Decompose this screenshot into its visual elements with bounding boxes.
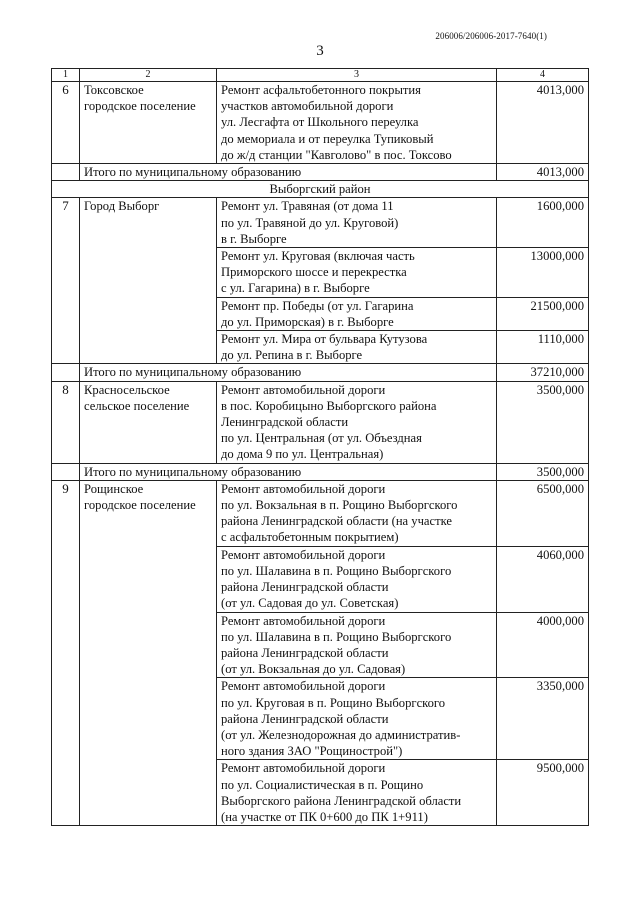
column-number: 4	[497, 69, 589, 82]
document-code: 206006/206006-2017-7640(1)	[435, 31, 547, 41]
work-description: Ремонт ул. Круговая (включая часть Приморского шоссе и перекрестка с ул. Гагарина) в г. Выборге	[217, 248, 497, 298]
work-description: Ремонт пр. Победы (от ул. Гагарина до ул. Приморская) в г. Выборге	[217, 297, 497, 330]
settlement-name: Город Выборг	[80, 198, 217, 364]
work-amount: 21500,000	[497, 297, 589, 330]
table-row	[52, 480, 589, 546]
table-row	[52, 198, 589, 248]
work-amount: 6500,000	[497, 480, 589, 546]
settlement-name: Красносельское сельское поселение	[80, 381, 217, 463]
region-row	[52, 181, 589, 198]
work-amount: 1110,000	[497, 331, 589, 364]
settlement-name: Рощинское городское поселение	[80, 480, 217, 825]
empty-cell	[52, 364, 80, 381]
settlement-name: Токсовское городское поселение	[80, 82, 217, 164]
work-description: Ремонт автомобильной дороги в пос. Коробицыно Выборгского района Ленинградской области по ул. Центральная (от ул. Объездная до дома 9 по ул. Центральная)	[217, 381, 497, 463]
work-amount: 3350,000	[497, 678, 589, 760]
table-row	[52, 82, 589, 164]
work-amount: 13000,000	[497, 248, 589, 298]
subtotal-label: Итого по муниципальному образованию	[80, 463, 497, 480]
work-amount: 4060,000	[497, 546, 589, 612]
work-amount: 1600,000	[497, 198, 589, 248]
row-number: 8	[52, 381, 80, 463]
subtotal-label: Итого по муниципальному образованию	[80, 164, 497, 181]
region-name: Выборгский район	[52, 181, 589, 198]
work-description: Ремонт автомобильной дороги по ул. Шалавина в п. Рощино Выборгского района Ленинградской области (от ул. Вокзальная до ул. Садовая)	[217, 612, 497, 678]
work-description: Ремонт автомобильной дороги по ул. Социалистическая в п. Рощино Выборгского района Ленинградской области (на участке от ПК 0+600 до ПК 1+911)	[217, 760, 497, 826]
work-description: Ремонт автомобильной дороги по ул. Вокзальная в п. Рощино Выборгского района Ленинградской области (на участке с асфальтобетонным покрытием)	[217, 480, 497, 546]
subtotal-row	[52, 364, 589, 381]
subtotal-row	[52, 164, 589, 181]
work-amount: 4013,000	[497, 82, 589, 164]
work-description: Ремонт автомобильной дороги по ул. Шалавина в п. Рощино Выборгского района Ленинградской области (от ул. Садовая до ул. Советская)	[217, 546, 497, 612]
empty-cell	[52, 463, 80, 480]
column-number-row	[52, 69, 589, 82]
work-description: Ремонт ул. Мира от бульвара Кутузова до ул. Репина в г. Выборге	[217, 331, 497, 364]
subtotal-row	[52, 463, 589, 480]
column-number: 2	[80, 69, 217, 82]
page-number: 3	[316, 43, 324, 59]
row-number: 6	[52, 82, 80, 164]
subtotal-amount: 4013,000	[497, 164, 589, 181]
work-amount: 3500,000	[497, 381, 589, 463]
work-description: Ремонт автомобильной дороги по ул. Круговая в п. Рощино Выборгского района Ленинградской области (от ул. Железнодорожная до административ- ного здания ЗАО "Рощинострой")	[217, 678, 497, 760]
work-description: Ремонт ул. Травяная (от дома 11 по ул. Травяной до ул. Круговой) в г. Выборге	[217, 198, 497, 248]
column-number: 3	[217, 69, 497, 82]
table-body	[52, 69, 589, 826]
empty-cell	[52, 164, 80, 181]
row-number: 7	[52, 198, 80, 364]
column-number: 1	[52, 69, 80, 82]
road-repair-table	[51, 68, 589, 826]
work-amount: 4000,000	[497, 612, 589, 678]
row-number: 9	[52, 480, 80, 825]
table-row	[52, 381, 589, 463]
subtotal-amount: 3500,000	[497, 463, 589, 480]
subtotal-amount: 37210,000	[497, 364, 589, 381]
work-description: Ремонт асфальтобетонного покрытия участков автомобильной дороги ул. Лесгафта от Школьного переулка до мемориала и от переулка Тупиковый до ж/д станции "Кавголово" в пос. Токсово	[217, 82, 497, 164]
work-amount: 9500,000	[497, 760, 589, 826]
subtotal-label: Итого по муниципальному образованию	[80, 364, 497, 381]
